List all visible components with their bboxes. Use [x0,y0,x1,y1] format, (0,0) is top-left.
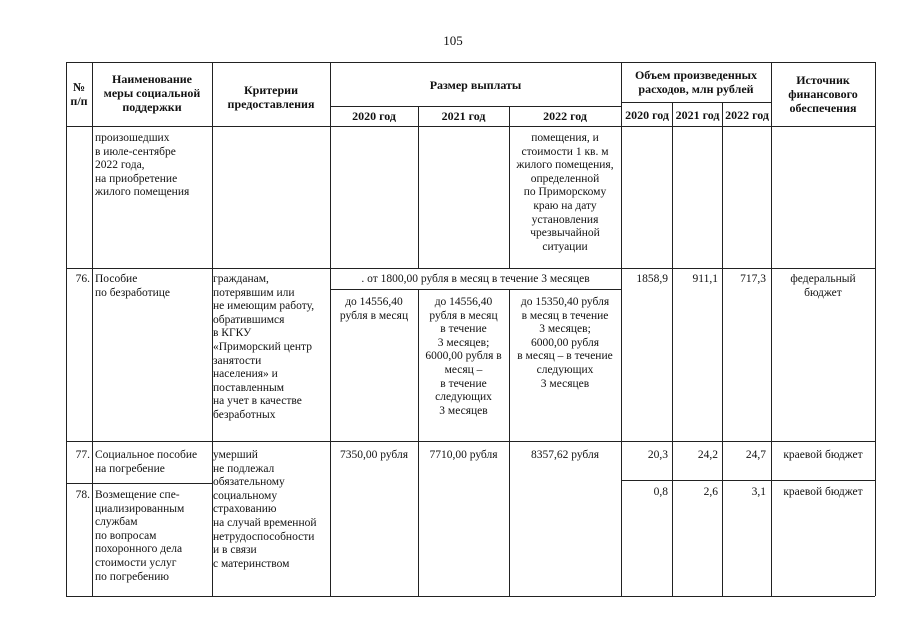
header-volume-2022: 2022 год [725,108,769,122]
row-77-source: краевой бюджет [783,449,863,461]
row-76-num: 76. [75,273,90,285]
row-77-payment-2022: 8357,62 рубля [530,449,600,461]
header-volume-2021: 2021 год [675,108,720,122]
header-payment-2020: 2020 год [352,109,396,123]
row-76-payment-common: . от 1800,00 рубля в месяц в течение 3 месяцев [361,273,590,285]
row-76-volume-2021: 911,1 [692,273,718,285]
header-payment: Размер выплаты [429,78,522,92]
continuation-name: произошедших в июле-сентябре 2022 года, на приобретение жилого помещения [95,132,190,199]
header-name: Наименование меры социальной поддержки [103,72,201,114]
row-78-volume-2022: 3,1 [751,486,766,498]
header-payment-2021: 2021 год [441,109,486,123]
row-77-volume-2020: 20,3 [647,449,668,461]
row-78-volume-2020: 0,8 [653,486,668,498]
row-76-payment-2020: до 14556,40 рубля в месяц [339,296,409,322]
row-78-source: краевой бюджет [783,486,863,498]
row-76-volume-2022: 717,3 [740,273,766,285]
row-77-payment-2021: 7710,00 рубля [429,449,498,461]
header-payment-2022: 2022 год [543,109,587,123]
row-76-criteria: гражданам, потерявшим или не имеющим работу, обратившимся в КГКУ «Приморский центр занятости населения» и поставленным на учет в качестве безработных [213,273,315,421]
header-criteria: Критерии предоставления [227,83,315,111]
row-76-source: федеральный бюджет [790,273,856,299]
page-number: 105 [443,33,463,48]
row-78-name: Возмещение спе- циализированным службам по вопросам похоронного дела стоимости услуг по погребению [95,489,185,583]
row-76-name: Пособие по безработице [95,273,171,299]
row-77-num: 77. [75,449,90,461]
header-volume: Объем произведенных расходов, млн рублей [634,68,758,96]
row-76-payment-2021: до 14556,40 рубля в месяц в течение 3 месяцев; 6000,00 рубля в месяц – в течение следующих 3 месяцев [425,296,502,417]
row-77-volume-2022: 24,7 [745,449,766,461]
row-77-criteria: умерший не подлежал обязательному социальному страхованию на случай временной нетрудоспособности и в связи с материнством [213,449,317,570]
header-source: Источник финансового обеспечения [788,73,858,115]
row-77-volume-2021: 24,2 [697,449,718,461]
row-77-payment-2020: 7350,00 рубля [339,449,409,461]
header-num: № п/п [70,80,88,108]
row-78-volume-2021: 2,6 [703,486,718,498]
row-76-payment-2022: до 15350,40 рубля в месяц в течение 3 месяцев; 6000,00 рубля в месяц – в течение следующих 3 месяцев [517,296,613,390]
continuation-payment-2022: помещения, и стоимости 1 кв. м жилого помещения, определенной по Приморскому краю на дату установления чрезвычайной ситуации [516,132,614,253]
header-volume-2020: 2020 год [625,108,669,122]
row-77-name: Социальное пособие на погребение [95,449,198,475]
row-78-num: 78. [75,489,90,501]
row-76-volume-2020: 1858,9 [636,273,668,285]
